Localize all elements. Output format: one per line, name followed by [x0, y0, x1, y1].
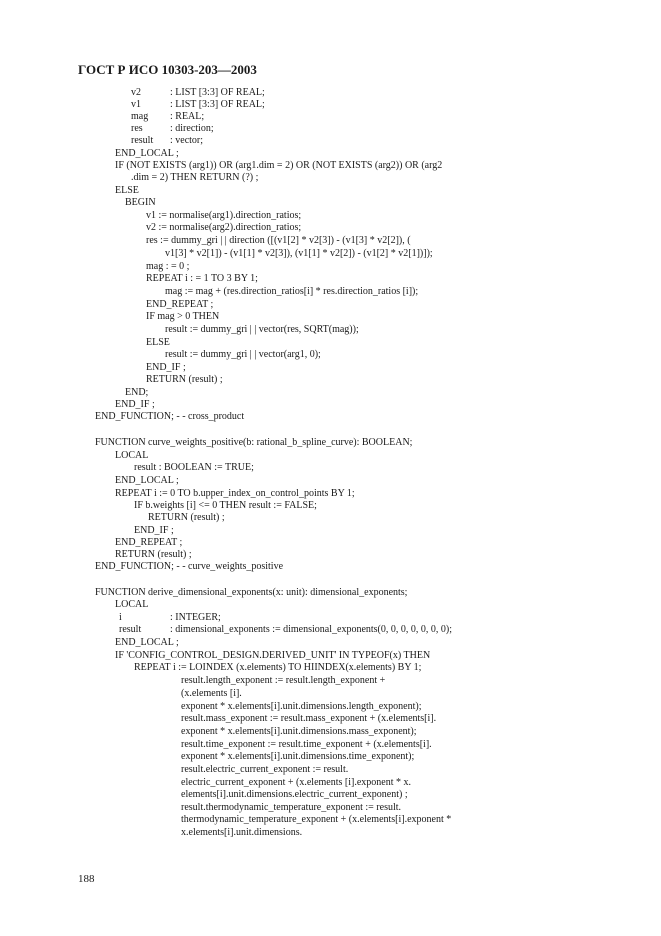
code-line [181, 713, 436, 725]
code-line [181, 789, 408, 801]
code-text: END_IF ; [146, 362, 186, 373]
code-text: REPEAT i : = 1 TO 3 BY 1; [146, 273, 258, 284]
code-text: END_REPEAT ; [115, 537, 183, 548]
code-text: result := dummy_gri | | vector(res, SQRT(mag)); [165, 324, 359, 335]
code-text: electric_current_exponent + (x.elements [i].exponent * x. [181, 777, 411, 788]
code-text: res [131, 123, 143, 134]
code-text: LOCAL [115, 599, 149, 610]
code-line [181, 827, 302, 839]
code-text: END_FUNCTION; - - cross_product [95, 411, 245, 422]
code-text: result.time_exponent := result.time_exponent + (x.elements[i]. [181, 739, 432, 750]
code-text: END_LOCAL ; [115, 475, 179, 486]
page-header: ГОСТ Р ИСО 10303-203—2003 [78, 62, 257, 77]
code-line [134, 500, 317, 512]
code-text: END_FUNCTION; - - curve_weights_positive [95, 561, 284, 572]
code-line [131, 135, 204, 147]
code-line [119, 624, 452, 636]
code-declaration: : REAL; [170, 111, 205, 122]
code-text: RETURN (result) ; [148, 512, 225, 523]
code-line [115, 450, 148, 462]
code-text: BEGIN [125, 197, 156, 208]
code-declaration: : LIST [3:3] OF REAL; [170, 87, 265, 98]
code-line [146, 261, 189, 273]
code-line [131, 172, 258, 184]
code-text: .dim = 2) THEN RETURN (?) ; [131, 172, 259, 183]
code-line [165, 324, 359, 336]
code-text: FUNCTION derive_dimensional_exponents(x: unit): dimensional_exponents; [95, 587, 408, 598]
code-text: result.electric_current_exponent := result. [181, 764, 349, 775]
code-line [115, 148, 179, 160]
code-line [146, 273, 258, 285]
code-text: elements[i].unit.dimensions.electric_current_exponent) ; [181, 789, 408, 800]
code-text: x.elements[i].unit.dimensions. [181, 827, 303, 838]
code-line [146, 362, 186, 374]
code-line [181, 802, 401, 814]
code-line [146, 222, 301, 234]
code-text: v1 [131, 99, 141, 110]
code-text: REPEAT i := 0 TO b.upper_index_on_control_points BY 1; [115, 488, 355, 499]
code-line [95, 411, 244, 423]
code-text: result.length_exponent := result.length_exponent + [181, 675, 386, 686]
code-text: IF mag > 0 THEN [146, 311, 220, 322]
code-text: v2 [131, 87, 141, 98]
code-text: res := dummy_gri | | direction ([(v1[2] * v2[3]) - (v1[3] * v2[2]), ( [146, 235, 411, 246]
code-text: result.mass_exponent := result.mass_exponent + (x.elements[i]. [181, 713, 437, 724]
code-line [181, 751, 414, 763]
code-text: RETURN (result) ; [115, 549, 192, 560]
code-line [95, 587, 407, 599]
code-line [115, 399, 155, 411]
code-text: thermodynamic_temperature_exponent + (x.elements[i].exponent * [181, 814, 452, 825]
code-text: RETURN (result) ; [146, 374, 223, 385]
code-text: v1 := normalise(arg1).direction_ratios; [146, 210, 302, 221]
code-line [115, 488, 355, 500]
code-line [146, 337, 170, 349]
code-text: END_LOCAL ; [115, 637, 179, 648]
code-text: exponent * x.elements[i].unit.dimensions.time_exponent); [181, 751, 415, 762]
code-line [165, 349, 321, 361]
code-text: ELSE [146, 337, 170, 348]
code-text: result := dummy_gri | | vector(arg1, 0); [165, 349, 321, 360]
code-text: result [119, 624, 142, 635]
code-line [131, 99, 265, 111]
code-line [95, 561, 283, 573]
code-text: v2 := normalise(arg2).direction_ratios; [146, 222, 302, 233]
code-declaration: : INTEGER; [170, 612, 221, 623]
code-text: result : BOOLEAN := TRUE; [134, 462, 254, 473]
code-declaration: : LIST [3:3] OF REAL; [170, 99, 265, 110]
code-line [134, 525, 174, 537]
code-text: mag := mag + (res.direction_ratios[i] * res.direction_ratios [i]); [165, 286, 419, 297]
code-text: ELSE [115, 185, 139, 196]
code-line [115, 185, 139, 197]
code-text: exponent * x.elements[i].unit.dimensions.mass_exponent); [181, 726, 417, 737]
code-text: i [119, 612, 122, 623]
code-line [181, 688, 242, 700]
code-line [181, 764, 348, 776]
code-line [181, 675, 385, 687]
code-declaration: : dimensional_exponents := dimensional_exponents(0, 0, 0, 0, 0, 0, 0); [170, 624, 452, 635]
code-text: END_LOCAL ; [115, 148, 179, 159]
code-text: END_IF ; [134, 525, 174, 536]
code-line [165, 286, 418, 298]
code-line [115, 549, 192, 561]
code-line [181, 814, 451, 826]
code-line [131, 123, 214, 135]
code-text: v1[3] * v2[1]) - (v1[1] * v2[3]), (v1[1] * v2[2]) - (v1[2] * v2[1])]); [165, 248, 433, 259]
code-line [115, 599, 148, 611]
code-text: LOCAL [115, 450, 149, 461]
code-line [125, 197, 156, 209]
code-line [134, 662, 421, 674]
code-line [181, 726, 417, 738]
code-text: IF 'CONFIG_CONTROL_DESIGN.DERIVED_UNIT' IN TYPEOF(x) THEN [115, 650, 431, 661]
code-line [115, 650, 430, 662]
code-text: END; [125, 387, 149, 398]
code-line [131, 111, 205, 123]
code-line [131, 87, 265, 99]
code-text: mag [131, 111, 149, 122]
code-line [181, 777, 411, 789]
code-text: END_IF ; [115, 399, 155, 410]
code-line [134, 462, 254, 474]
code-line [146, 299, 213, 311]
code-text: END_REPEAT ; [146, 299, 214, 310]
page-number: 188 [78, 873, 95, 885]
code-line [119, 612, 221, 624]
code-line [181, 701, 422, 713]
code-line [95, 437, 412, 449]
code-text: mag : = 0 ; [146, 261, 190, 272]
code-line [165, 248, 433, 260]
code-text: IF (NOT EXISTS (arg1)) OR (arg1.dim = 2) OR (NOT EXISTS (arg2)) OR (arg2 [115, 160, 443, 171]
code-line [115, 160, 442, 172]
code-line [146, 374, 223, 386]
code-line [115, 537, 182, 549]
code-line [115, 475, 179, 487]
code-text: FUNCTION curve_weights_positive(b: rational_b_spline_curve): BOOLEAN; [95, 437, 413, 448]
code-text: REPEAT i := LOINDEX (x.elements) TO HIINDEX(x.elements) BY 1; [134, 662, 422, 673]
code-line [146, 311, 219, 323]
code-text: (x.elements [i]. [181, 688, 242, 699]
code-text: result [131, 135, 154, 146]
code-declaration: : direction; [170, 123, 214, 134]
code-line [181, 739, 432, 751]
code-line [125, 387, 148, 399]
code-line [146, 235, 411, 247]
code-text: exponent * x.elements[i].unit.dimensions.length_exponent); [181, 701, 422, 712]
code-text: result.thermodynamic_temperature_exponent := result. [181, 802, 402, 813]
code-line [115, 637, 179, 649]
code-text: IF b.weights [i] <= 0 THEN result := FALSE; [134, 500, 317, 511]
code-line [148, 512, 225, 524]
code-line [146, 210, 301, 222]
code-declaration: : vector; [170, 135, 204, 146]
